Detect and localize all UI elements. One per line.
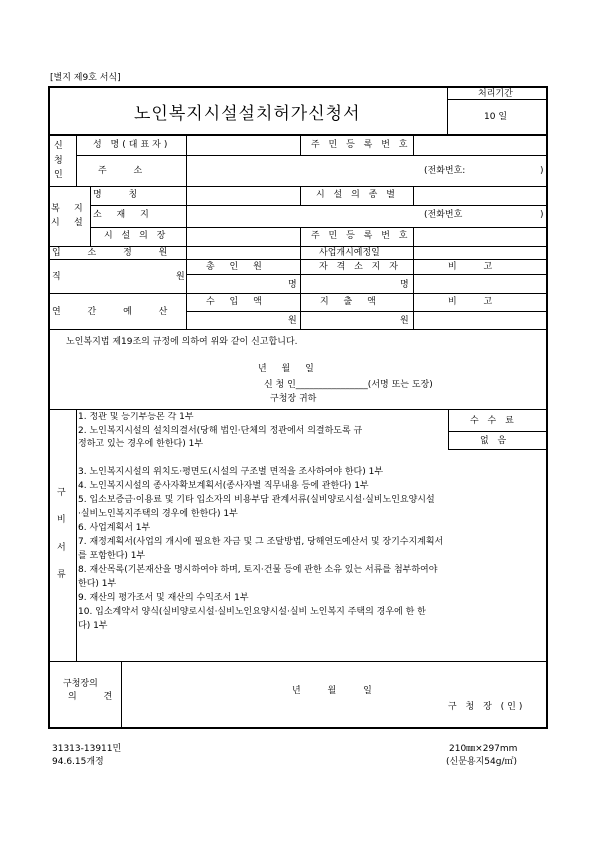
footer-size: 210㎜×297mm	[449, 744, 518, 754]
documents-group-label-3: 서	[57, 543, 66, 553]
fee-value: 없 음	[480, 436, 510, 446]
frame-right	[546, 86, 548, 728]
facility-name-field[interactable]	[187, 187, 299, 204]
name-field[interactable]	[187, 135, 299, 154]
budget-unit-1: 원	[288, 316, 297, 326]
capacity-field[interactable]	[187, 247, 299, 258]
document-line: 8. 재산목록(기본재산을 명시하여야 하며, 토지·건물 등에 관한 소유 있는 서류를 첨부하여야	[78, 565, 438, 575]
name-label: 성 명(대표자)	[93, 140, 171, 150]
document-line: 5. 입소보증금·이용료 및 기타 입소자의 비용부담 관계서류(실비양로시설·실비노인요양시설	[78, 495, 435, 505]
applicant-group-label-1: 신	[54, 141, 63, 151]
frame-bottom	[48, 727, 548, 729]
declaration-text: 노인복지법 제19조의 규정에 의하여 위와 같이 신고합니다.	[66, 337, 298, 347]
facility-group-label-2a: 지	[74, 204, 83, 214]
applicant-group-label-2: 청	[54, 156, 63, 166]
document-line: 6. 사업계획서 1부	[78, 523, 151, 533]
declaration-recipient: 구청장 귀하	[270, 394, 317, 404]
address-field[interactable]	[187, 156, 421, 185]
opinion-signer: 구 청 장 (인)	[448, 702, 526, 712]
document-line: ·실비노인복지주택의 경우에 한한다) 1부	[78, 509, 238, 519]
opinion-label-1: 구청장의	[63, 679, 98, 689]
applicant-phone-label: (전화번호:	[424, 166, 466, 176]
address-label: 주 소	[98, 166, 155, 176]
facility-group-label-1a: 복	[51, 204, 60, 214]
staff-total-label: 총 인 원	[206, 262, 268, 272]
facility-group-label-2b: 설	[74, 218, 83, 228]
budget-expense-field[interactable]	[301, 312, 399, 328]
budget-remark-label: 비 고	[448, 297, 505, 307]
opinion-label-2: 의 견	[68, 692, 125, 702]
facility-type-label: 시 설 의 종 별	[316, 190, 398, 200]
document-line: 10. 입소계약서 양식(실비양로시설·실비노인요양시설·실비 노인복지 주택의 경우에 한 한	[78, 607, 426, 617]
staff-unit-2: 명	[400, 280, 409, 290]
document-line: 다) 1부	[78, 621, 108, 631]
facility-group-label-1b: 시	[51, 218, 60, 228]
budget-income-label: 수 입 액	[206, 297, 268, 307]
document-line: 4. 노인복지시설의 종사자확보계획서(종사자별 직무내용 등에 관한다) 1부	[78, 481, 369, 491]
fee-label: 수 수 료	[470, 416, 517, 426]
documents-list	[78, 412, 544, 658]
document-line: 9. 재산의 평가조서 및 재산의 수익조서 1부	[78, 593, 249, 603]
staff-total-field[interactable]	[187, 275, 287, 292]
declaration-applicant-line: 신 청 인________________(서명 또는 도장)	[264, 380, 433, 390]
applicant-phone-close: )	[540, 166, 544, 176]
capacity-label: 입 소 정 원	[52, 248, 180, 258]
applicant-group-label-3: 인	[54, 170, 63, 180]
documents-group-label-4: 류	[57, 570, 66, 580]
opinion-date: 년 월 일	[292, 686, 384, 696]
staff-label: 직	[52, 272, 61, 282]
document-line: 정하고 있는 경우에 한한다) 1부	[78, 439, 204, 449]
processing-value: 10 일	[484, 112, 508, 122]
budget-income-field[interactable]	[187, 312, 287, 328]
footer-paper: (신문용지54g/㎡)	[446, 757, 517, 767]
facility-head-rrn-label: 주 민 등 록 번 호	[311, 231, 411, 241]
document-line: 1. 정관 및 등기부등본 각 1부	[78, 412, 194, 422]
start-date-field[interactable]	[414, 247, 545, 258]
staff-remark-field[interactable]	[414, 275, 545, 292]
footer-code: 31313-13911민	[52, 744, 122, 754]
facility-location-field[interactable]	[187, 206, 421, 226]
document-line: 3. 노인복지시설의 위치도·평면도(시설의 구조별 면적을 조사하여야 한다) 1부	[78, 467, 384, 477]
facility-head-rrn-field[interactable]	[414, 228, 545, 245]
processing-label: 처리기간	[478, 89, 513, 99]
declaration-date: 년 월 일	[258, 364, 320, 374]
documents-group-label-1: 구	[57, 488, 66, 498]
form-label: [별지 제9호 서식]	[50, 73, 121, 83]
page-title: 노인복지시설설치허가신청서	[134, 104, 361, 124]
document-line: 한다) 1부	[78, 579, 117, 589]
footer-revised: 94.6.15개정	[52, 757, 104, 767]
facility-location-label: 소 재 지	[93, 210, 155, 220]
start-date-label: 사업개시예정일	[319, 248, 380, 258]
facility-head-field[interactable]	[187, 228, 299, 245]
staff-qualified-label: 자 격 소 지 자	[319, 262, 401, 272]
facility-phone-close: )	[540, 210, 544, 220]
rrn-label: 주 민 등 록 번 호	[311, 140, 411, 150]
documents-group-label-2: 비	[57, 515, 66, 525]
facility-name-label: 명 칭	[93, 190, 150, 200]
staff-remark-label: 비 고	[448, 262, 505, 272]
document-line: 7. 재정계획서(사업의 개시에 필요한 자금 및 그 조달방법, 당해연도예산서 및 장기수지계획서	[78, 537, 444, 547]
budget-expense-label: 지 출 액	[320, 297, 382, 307]
facility-phone-label: (전화번호	[424, 210, 463, 220]
staff-qualified-field[interactable]	[301, 275, 399, 292]
facility-type-field[interactable]	[414, 187, 545, 204]
facility-head-label: 시 설 의 장	[104, 231, 169, 241]
frame-left	[48, 86, 50, 728]
rrn-field[interactable]	[414, 135, 545, 154]
frame-top	[48, 86, 548, 88]
budget-unit-2: 원	[400, 316, 409, 326]
staff-label-end: 원	[176, 272, 185, 282]
document-line: 를 포함한다) 1부	[78, 551, 146, 561]
budget-remark-field[interactable]	[414, 312, 545, 328]
staff-unit-1: 명	[288, 280, 297, 290]
document-line: 2. 노인복지시설의 설치의결서(당해 법인·단체의 정관에서 의결하도록 규	[78, 426, 363, 436]
budget-label: 연 간 예 산	[52, 307, 180, 317]
